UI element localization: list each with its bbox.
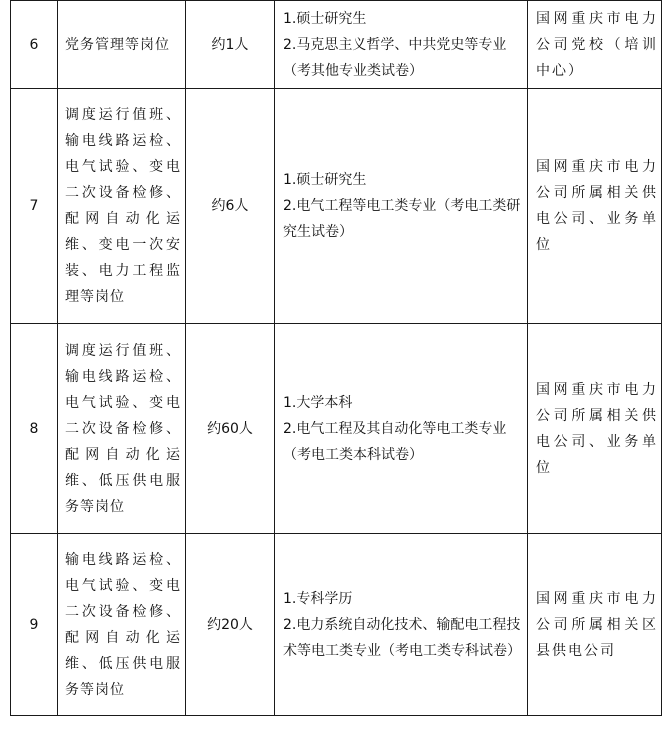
row-number: 6 <box>11 1 58 89</box>
major-requirement: 2.电力系统自动化技术、输配电工程技术等电工类专业（考电工类专科试卷） <box>283 616 521 659</box>
position-cell: 调度运行值班、输电线路运检、电气试验、变电二次设备检修、配网自动化运维、低压供电服务等岗位 <box>58 324 186 534</box>
education-requirement: 1.专科学历 <box>283 590 353 607</box>
table-row <box>11 1 662 89</box>
major-requirement: 2.电气工程及其自动化等电工类专业（考电工类本科试卷） <box>283 420 507 463</box>
unit-cell: 国网重庆市电力公司所属相关区县供电公司 <box>528 534 662 716</box>
headcount-cell: 约1人 <box>186 1 275 89</box>
requirements-cell <box>275 89 528 324</box>
table-row <box>11 534 662 716</box>
unit-cell: 国网重庆市电力公司党校（培训中心） <box>528 1 662 89</box>
education-requirement: 1.硕士研究生 <box>283 172 367 188</box>
major-requirement: 2.电气工程等电工类专业（考电工类研究生试卷） <box>283 198 521 240</box>
table-row <box>11 324 662 534</box>
position-cell: 输电线路运检、电气试验、变电二次设备检修、配网自动化运维、低压供电服务等岗位 <box>58 534 186 716</box>
headcount-cell: 约6人 <box>186 89 275 324</box>
headcount-cell: 约60人 <box>186 324 275 534</box>
education-requirement: 1.硕士研究生 <box>283 10 367 27</box>
position-cell: 调度运行值班、输电线路运检、电气试验、变电二次设备检修、配网自动化运维、变电一次安装、电力工程监理等岗位 <box>58 89 186 324</box>
major-requirement: 2.马克思主义哲学、中共党史等专业（考其他专业类试卷） <box>283 36 507 79</box>
requirements-cell <box>275 534 528 716</box>
requirements-cell <box>275 1 528 89</box>
unit-cell: 国网重庆市电力公司所属相关供电公司、业务单位 <box>528 324 662 534</box>
row-number: 9 <box>11 534 58 716</box>
requirements-cell <box>275 324 528 534</box>
education-requirement: 1.大学本科 <box>283 394 353 411</box>
row-number: 8 <box>11 324 58 534</box>
row-number: 7 <box>11 89 58 324</box>
table-row <box>11 89 662 324</box>
position-cell: 党务管理等岗位 <box>58 1 186 89</box>
headcount-cell: 约20人 <box>186 534 275 716</box>
recruitment-table <box>10 0 662 716</box>
unit-cell: 国网重庆市电力公司所属相关供电公司、业务单位 <box>528 89 662 324</box>
